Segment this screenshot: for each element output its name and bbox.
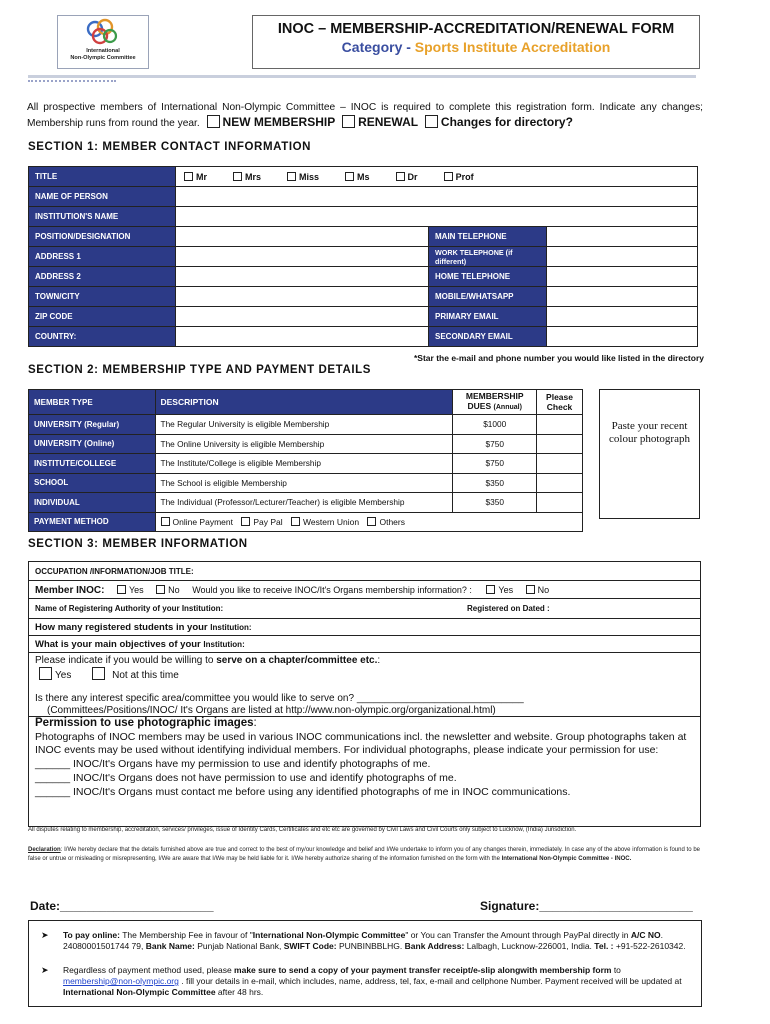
registering-authority-row[interactable] bbox=[29, 599, 700, 619]
member-info-box bbox=[28, 561, 701, 827]
permission-block bbox=[35, 717, 694, 799]
town-city-label: TOWN/CITY bbox=[29, 287, 176, 307]
changes-directory-label: Changes for directory? bbox=[440, 115, 573, 129]
title-option-label: Ms bbox=[357, 171, 370, 182]
objectives-row[interactable] bbox=[29, 636, 700, 653]
table-row bbox=[29, 415, 583, 435]
note1-text-a: The Membership Fee in favour of " bbox=[119, 930, 253, 940]
description: The Individual (Professor/Lecturer/Teacher) is eligible Membership bbox=[155, 493, 453, 513]
note2-org: International Non-Olympic Committee bbox=[63, 987, 216, 997]
description: The Online University is eligible Membership bbox=[155, 434, 453, 454]
member-type-header: MEMBER TYPE bbox=[29, 390, 156, 415]
dues: $1000 bbox=[453, 415, 537, 435]
chapter-question-bold: serve on a chapter/committee etc. bbox=[216, 655, 378, 666]
institution-name-label: INSTITUTION'S NAME bbox=[29, 207, 176, 227]
member-inoc-yes-checkbox[interactable] bbox=[117, 585, 126, 594]
note1-acno: . 24080001501744 79, bbox=[63, 930, 664, 951]
intro-paragraph bbox=[27, 101, 703, 131]
title-option-label: Miss bbox=[299, 171, 320, 182]
title-option[interactable] bbox=[345, 172, 370, 182]
member-type: UNIVERSITY (Regular) bbox=[29, 415, 156, 435]
primary-email-field[interactable] bbox=[547, 307, 698, 327]
title-option[interactable] bbox=[184, 172, 207, 182]
receive-info-no-checkbox[interactable] bbox=[526, 585, 535, 594]
dues: $750 bbox=[453, 434, 537, 454]
declaration-org: International Non-Olympic Committee - INOC. bbox=[501, 855, 632, 862]
note2-bold: make sure to send a copy of your payment transfer receipt/e-slip alongwith membership form bbox=[234, 965, 612, 975]
western-union-checkbox[interactable] bbox=[291, 517, 300, 526]
chapter-question-text: Please indicate if you would be willing to bbox=[35, 655, 217, 666]
zip-code-label: ZIP CODE bbox=[29, 307, 176, 327]
member-type: INSTITUTE/COLLEGE bbox=[29, 454, 156, 474]
permission-title: Permission to use photographic images bbox=[35, 717, 254, 729]
title-option-checkbox[interactable] bbox=[287, 172, 296, 181]
section1-title: SECTION 1: MEMBER CONTACT INFORMATION bbox=[28, 141, 312, 153]
receive-info-yes-label: Yes bbox=[498, 585, 514, 595]
member-inoc-yes-label: Yes bbox=[128, 585, 144, 595]
dues-header bbox=[453, 390, 537, 415]
arrow-bullet-icon: ➤ bbox=[41, 930, 49, 940]
category-line bbox=[253, 39, 699, 55]
not-at-this-time-label: Not at this time bbox=[112, 670, 179, 682]
title-option-checkbox[interactable] bbox=[233, 172, 242, 181]
arrow-bullet-icon: ➤ bbox=[41, 965, 49, 975]
member-inoc-label: Member INOC: bbox=[35, 585, 105, 596]
address2-label: ADDRESS 2 bbox=[29, 267, 176, 287]
new-membership-checkbox[interactable] bbox=[207, 115, 220, 128]
chapter-yes-checkbox[interactable] bbox=[39, 667, 52, 680]
dues-header-line1: MEMBERSHIP bbox=[465, 391, 524, 401]
chapter-options bbox=[39, 667, 694, 682]
others-checkbox[interactable] bbox=[367, 517, 376, 526]
title-option[interactable] bbox=[287, 172, 319, 182]
renewal-label: RENEWAL bbox=[358, 115, 419, 129]
title-option-checkbox[interactable] bbox=[184, 172, 193, 181]
header-divider bbox=[28, 75, 696, 78]
students-question-suffix: Institution: bbox=[210, 623, 252, 632]
check-header bbox=[537, 390, 583, 415]
member-inoc-no-label: No bbox=[168, 585, 180, 595]
member-type: SCHOOL bbox=[29, 473, 156, 493]
receive-info-question: Would you like to receive INOC/It's Organs membership information? : bbox=[192, 585, 472, 595]
title-options bbox=[176, 167, 698, 187]
description: The School is eligible Membership bbox=[155, 473, 453, 493]
main-telephone-label: MAIN TELEPHONE bbox=[429, 227, 547, 247]
not-at-this-time-checkbox[interactable] bbox=[92, 667, 105, 680]
member-inoc-row bbox=[29, 581, 700, 599]
work-telephone-field[interactable] bbox=[547, 247, 698, 267]
payment-options bbox=[155, 512, 583, 532]
title-option-label: Prof bbox=[455, 171, 474, 182]
name-of-person-label: NAME OF PERSON bbox=[29, 187, 176, 207]
check-cell[interactable] bbox=[537, 473, 583, 493]
students-row[interactable] bbox=[29, 619, 700, 636]
note1-org: International Non-Olympic Committee bbox=[252, 930, 406, 940]
online-payment-checkbox[interactable] bbox=[161, 517, 170, 526]
check-cell[interactable] bbox=[537, 415, 583, 435]
chapter-question bbox=[35, 655, 694, 667]
check-header-line1: Please bbox=[546, 392, 573, 402]
membership-email-link[interactable]: membership@non-olympic.org bbox=[63, 976, 179, 986]
name-of-person-field[interactable] bbox=[176, 187, 698, 207]
objectives-question-suffix: Institution: bbox=[203, 640, 245, 649]
category-value: Sports Institute Accreditation bbox=[414, 39, 611, 55]
new-membership-label: NEW MEMBERSHIP bbox=[222, 115, 336, 129]
others-label: Others bbox=[379, 516, 405, 527]
note1-tel: +91-522-2610342. bbox=[613, 941, 686, 951]
logo-line-2: Non-Olympic Committee bbox=[70, 55, 136, 61]
title-option-checkbox[interactable] bbox=[444, 172, 453, 181]
note1-addr-label: Bank Address: bbox=[404, 941, 465, 951]
section2-title: SECTION 2: MEMBERSHIP TYPE AND PAYMENT DETAILS bbox=[28, 364, 372, 376]
western-union-label: Western Union bbox=[303, 516, 360, 527]
address2-field[interactable] bbox=[176, 267, 429, 287]
declaration-text bbox=[28, 846, 700, 863]
note2-text-b: to bbox=[611, 965, 621, 975]
permission-option-1[interactable]: ______ INOC/It's Organs have my permission to use and identify photographs of me. bbox=[35, 758, 431, 771]
header-dotted-rule bbox=[28, 80, 116, 83]
paypal-label: Pay Pal bbox=[253, 516, 283, 527]
payment-notes-box bbox=[28, 920, 702, 1007]
paypal-checkbox[interactable] bbox=[241, 517, 250, 526]
table-row bbox=[29, 493, 583, 513]
member-type: UNIVERSITY (Online) bbox=[29, 434, 156, 454]
dues-header-line2: DUES bbox=[467, 401, 492, 411]
chapter-row bbox=[29, 653, 700, 717]
country-field[interactable] bbox=[176, 327, 429, 347]
title-option-label: Mrs bbox=[245, 171, 262, 182]
occupation-row[interactable] bbox=[29, 562, 700, 581]
intro-text: All prospective members of International Non-Olympic Committee – INOC is required to complete this registration form. Indicate any changes; Membership runs from round the year. bbox=[27, 102, 703, 129]
note2-text-d: after 48 hrs. bbox=[215, 987, 264, 997]
date-field[interactable]: Date:_______________________ bbox=[30, 899, 214, 913]
home-telephone-field[interactable] bbox=[547, 267, 698, 287]
note1-swift-label: SWIFT Code: bbox=[283, 941, 337, 951]
receive-info-no-label: No bbox=[537, 585, 550, 595]
dues: $750 bbox=[453, 454, 537, 474]
title-option[interactable] bbox=[233, 172, 261, 182]
membership-table bbox=[28, 389, 583, 532]
title-option-checkbox[interactable] bbox=[396, 172, 405, 181]
main-telephone-field[interactable] bbox=[547, 227, 698, 247]
country-label: COUNTRY: bbox=[29, 327, 176, 347]
title-option-label: Mr bbox=[196, 171, 207, 182]
chapter-yes-label: Yes bbox=[55, 670, 72, 682]
note2-text-a: Regardless of payment method used, please bbox=[63, 965, 235, 975]
zip-code-field[interactable] bbox=[176, 307, 429, 327]
section3-title: SECTION 3: MEMBER INFORMATION bbox=[28, 538, 248, 550]
permission-option-3[interactable]: ______ INOC/It's Organs must contact me before using any identified photographs of me in INOC communications. bbox=[35, 785, 571, 798]
permission-text: Photographs of INOC members may be used in various INOC communications incl. the newsletter and website. Group photographs taken at INOC events may be used without identifying individual members. For individual photographs, please indicate your permission for use: bbox=[35, 730, 687, 757]
dues: $350 bbox=[453, 493, 537, 513]
dues-header-annual: (Annual) bbox=[493, 404, 522, 411]
title-box bbox=[252, 15, 700, 69]
title-option-label: Dr bbox=[407, 171, 418, 182]
contact-table bbox=[28, 166, 698, 347]
town-city-field[interactable] bbox=[176, 287, 429, 307]
title-label: TITLE bbox=[29, 167, 176, 187]
inoc-rings-icon bbox=[58, 17, 148, 51]
address1-label: ADDRESS 1 bbox=[29, 247, 176, 267]
table-row bbox=[29, 434, 583, 454]
primary-email-label: PRIMARY EMAIL bbox=[429, 307, 547, 327]
secondary-email-label: SECONDARY EMAIL bbox=[429, 327, 547, 347]
title-option-checkbox[interactable] bbox=[345, 172, 354, 181]
home-telephone-label: HOME TELEPHONE bbox=[429, 267, 547, 287]
photo-instructions: Paste your recent colour photograph bbox=[609, 420, 690, 445]
interest-question: Is there any interest specific area/committee you would like to serve on? ______________________________ bbox=[35, 692, 524, 704]
title-option[interactable] bbox=[396, 172, 418, 182]
star-note: *Star the e-mail and phone number you would like listed in the directory bbox=[414, 353, 704, 363]
note1-bank: Punjab National Bank, bbox=[194, 941, 284, 951]
occupation-label: OCCUPATION /INFORMATION/JOB TITLE: bbox=[35, 567, 194, 576]
member-type: INDIVIDUAL bbox=[29, 493, 156, 513]
note1-addr: Lalbagh, Lucknow-226001, India. bbox=[464, 941, 595, 951]
logo bbox=[57, 15, 149, 69]
changes-directory-checkbox[interactable] bbox=[425, 115, 438, 128]
institution-name-field[interactable] bbox=[176, 207, 698, 227]
objectives-question: What is your main objectives of your bbox=[35, 639, 204, 650]
declaration-label: Declaration bbox=[28, 847, 61, 853]
logo-line-1: International bbox=[86, 48, 120, 54]
declaration-body: : I/We hereby declare that the details furnished above are true and correct to the best of my/our knowledge and belief and I/We undertake to inform you of any changes therein, immediately. In case any of the above information is found to be false or untrue or misleading or misrepresenting, I/We are aware that I/We may be held liable for it. I/We hereby authorize sharing of the information furnished on the form with the bbox=[28, 847, 700, 862]
check-header-line2: Check bbox=[546, 402, 573, 412]
description-header: DESCRIPTION bbox=[155, 390, 453, 415]
mobile-whatsapp-field[interactable] bbox=[547, 287, 698, 307]
permission-heading bbox=[35, 717, 694, 731]
position-field[interactable] bbox=[176, 227, 429, 247]
table-row bbox=[29, 473, 583, 493]
note1-bank-label: Bank Name: bbox=[145, 941, 195, 951]
work-telephone-label: WORK TELEPHONE (if different) bbox=[429, 247, 547, 267]
note1-label: To pay online: bbox=[63, 930, 120, 940]
note2-text-c: . fill your details in e-mail, which includes, name, address, tel, fax, e-mail and cellphone Number. Payment received will be updated at bbox=[178, 976, 682, 986]
check-cell[interactable] bbox=[537, 493, 583, 513]
note1-acno-label: A/C NO bbox=[630, 930, 661, 940]
title-option[interactable] bbox=[444, 172, 474, 182]
dues: $350 bbox=[453, 473, 537, 493]
description: The Regular University is eligible Membership bbox=[155, 415, 453, 435]
description: The Institute/College is eligible Membership bbox=[155, 454, 453, 474]
permission-title-colon: : bbox=[253, 717, 257, 729]
students-question: How many registered students in your bbox=[35, 622, 211, 633]
signature-field[interactable]: Signature:_______________________ bbox=[480, 899, 693, 913]
category-label: Category - bbox=[341, 39, 415, 55]
table-row bbox=[29, 454, 583, 474]
member-inoc-no-checkbox[interactable] bbox=[156, 585, 165, 594]
receive-info-yes-checkbox[interactable] bbox=[486, 585, 495, 594]
chapter-question-colon: : bbox=[377, 655, 381, 666]
payment-note-online bbox=[41, 930, 691, 952]
payment-note-receipt bbox=[41, 965, 691, 998]
registered-on-label: Registered on Dated : bbox=[467, 604, 550, 613]
secondary-email-field[interactable] bbox=[547, 327, 698, 347]
committees-note: (Committees/Positions/INOC/ It's Organs are listed at http://www.non-olympic.org/organizational.html) bbox=[47, 704, 496, 716]
disputes-note: All disputes relating to membership, accreditation, services/ privileges, issue of Identity Cards, Certificates and etc etc are governed by Civil Laws and Civil Courts only subject to Lucknow, (India) Jurisdiction. bbox=[28, 827, 577, 833]
photo-box[interactable] bbox=[599, 389, 700, 519]
online-payment-label: Online Payment bbox=[172, 516, 233, 527]
renewal-checkbox[interactable] bbox=[342, 115, 355, 128]
note1-swift: PUNBINBBLHG. bbox=[336, 941, 405, 951]
permission-option-2[interactable]: ______ INOC/It's Organs does not have permission to use and identify photographs of me. bbox=[35, 771, 457, 784]
position-label: POSITION/DESIGNATION bbox=[29, 227, 176, 247]
check-cell[interactable] bbox=[537, 434, 583, 454]
check-cell[interactable] bbox=[537, 454, 583, 474]
note1-text-b: " or You can Transfer the Amount through PayPal directly in bbox=[405, 930, 631, 940]
mobile-whatsapp-label: MOBILE/WHATSAPP bbox=[429, 287, 547, 307]
reg-authority-label: Name of Registering Authority of your Institution: bbox=[35, 604, 224, 613]
note1-tel-label: Tel. : bbox=[594, 941, 614, 951]
address1-field[interactable] bbox=[176, 247, 429, 267]
form-title: INOC – MEMBERSHIP-ACCREDITATION/RENEWAL FORM bbox=[277, 21, 675, 37]
payment-method-label: PAYMENT METHOD bbox=[29, 512, 156, 532]
